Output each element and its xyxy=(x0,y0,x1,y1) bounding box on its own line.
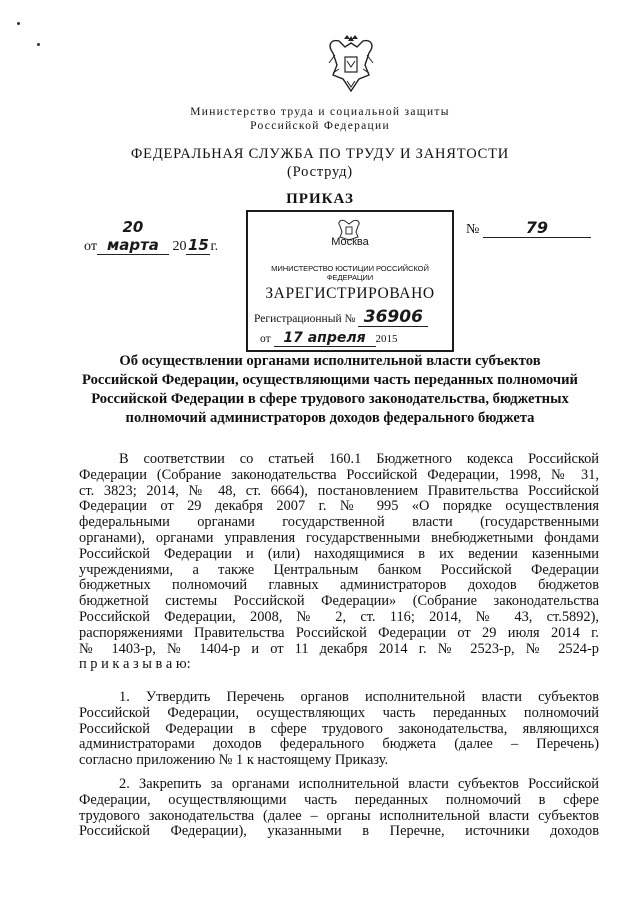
body-line: № 1403-р, № 1404-р и от 11 декабря 2014 г. № 2523-р, № 2524-р xyxy=(79,640,599,657)
stamp-reg-line xyxy=(254,308,428,327)
handwritten-year: 15 xyxy=(188,236,209,254)
registration-stamp xyxy=(246,210,454,352)
body-line: Федерации (Собрание законодательства Российской Федерации, 1998, № 31, xyxy=(79,466,599,483)
document-type: ПРИКАЗ xyxy=(286,191,354,207)
body-line: учреждениями, а также Центральным банком Российской Федерации xyxy=(79,561,599,578)
service-name: ФЕДЕРАЛЬНАЯ СЛУЖБА ПО ТРУДУ И ЗАНЯТОСТИ xyxy=(130,146,510,162)
body-line: Российской Федерации, 2008, № 2, ст. 116; 2014, № 43, ст.5892), xyxy=(79,608,599,625)
stamp-reg-label: Регистрационный № xyxy=(254,313,356,325)
handwritten-order-number: 79 xyxy=(483,218,591,238)
body-line: п р и к а з ы в а ю: xyxy=(79,656,191,673)
body-line: Российской Федерации, осуществляющих часть переданных полномочий xyxy=(79,704,599,721)
stamp-reg-year: 2015 xyxy=(375,333,398,345)
stamp-status: ЗАРЕГИСТРИРОВАНО xyxy=(265,285,435,302)
body-line: бюджетных полномочий главных администраторов доходов бюджетов xyxy=(79,577,599,594)
scan-speck xyxy=(17,22,20,25)
document-title xyxy=(60,352,600,428)
body-line: Российской Федерации и (или) находящимися в их ведении казенными xyxy=(79,545,599,562)
order-date-line xyxy=(84,218,218,255)
title-line: Российской Федерации, осуществляющими часть переданных полномочий xyxy=(82,372,578,388)
body-line: бюджетной системы Российской Федерации» (Собрание законодательства xyxy=(79,593,599,610)
stamp-agency: МИНИСТЕРСТВО ЮСТИЦИИ РОССИЙСКОЙ ФЕДЕРАЦИИ xyxy=(271,264,429,282)
year-suffix: г. xyxy=(210,239,219,254)
stamp-city: Москва xyxy=(331,236,369,248)
ministry-name-line1: Министерство труда и социальной защиты xyxy=(190,106,450,118)
coat-of-arms-icon xyxy=(325,35,377,95)
body-line: Российской Федерации в сфере трудового законодательства, являющихся xyxy=(79,720,599,737)
body-line: органами), органами управления государственными внебюджетными фондами xyxy=(79,529,599,546)
body-line: В соответствии со статьей 160.1 Бюджетного кодекса Российской xyxy=(119,451,599,467)
date-prefix: от xyxy=(84,239,97,254)
scan-speck xyxy=(37,43,40,46)
title-line: Российской Федерации в сфере трудового законодательства, бюджетных xyxy=(91,391,569,407)
item-2-paragraph xyxy=(79,777,599,840)
body-line: распоряжениями Правительства Российской Федерации от 29 июля 2014 г. xyxy=(79,624,599,641)
order-number-line xyxy=(466,218,591,238)
title-line: Об осуществлении органами исполнительной власти субъектов xyxy=(119,353,541,369)
stamp-reg-number: 36906 xyxy=(358,308,428,327)
item-1-paragraph xyxy=(79,690,599,769)
ministry-name-line2: Российской Федерации xyxy=(250,120,390,132)
body-line: Федерации, осуществляющими часть переданных полномочий в сфере xyxy=(79,791,599,808)
title-line: полномочий администраторов доходов федерального бюджета xyxy=(125,410,535,426)
year-prefix: 20 xyxy=(172,239,187,254)
body-line: администраторами доходов федерального бюджета (далее – Перечень) xyxy=(79,736,599,753)
body-line: 1. Утвердить Перечень органов исполнительной власти субъектов xyxy=(119,689,599,705)
stamp-reg-date: 17 апреля xyxy=(274,330,376,347)
body-line: согласно приложению № 1 к настоящему Приказу. xyxy=(79,752,389,769)
stamp-date-line xyxy=(260,330,398,347)
body-line: Российской Федерации), указанными в Перечне, источники доходов xyxy=(79,823,599,840)
body-line: 2. Закрепить за органами исполнительной власти субъектов Российской xyxy=(119,776,599,792)
handwritten-date: 20 марта xyxy=(97,218,169,255)
body-line: федеральными органами государственной власти (государственными xyxy=(79,514,599,531)
stamp-date-prefix: от xyxy=(260,333,271,345)
body-line: ст. 3823; 2014, № 48, ст. 6664), постановлением Правительства Российской xyxy=(79,482,599,499)
number-label: № xyxy=(466,222,480,237)
body-line: Федерации от 29 декабря 2007 г. № 995 «О порядке осуществления xyxy=(79,498,599,515)
body-line: трудового законодательства (далее – органы исполнительной власти субъектов xyxy=(79,807,599,824)
preamble-paragraph xyxy=(79,452,599,673)
service-short-name: (Роструд) xyxy=(287,164,353,180)
